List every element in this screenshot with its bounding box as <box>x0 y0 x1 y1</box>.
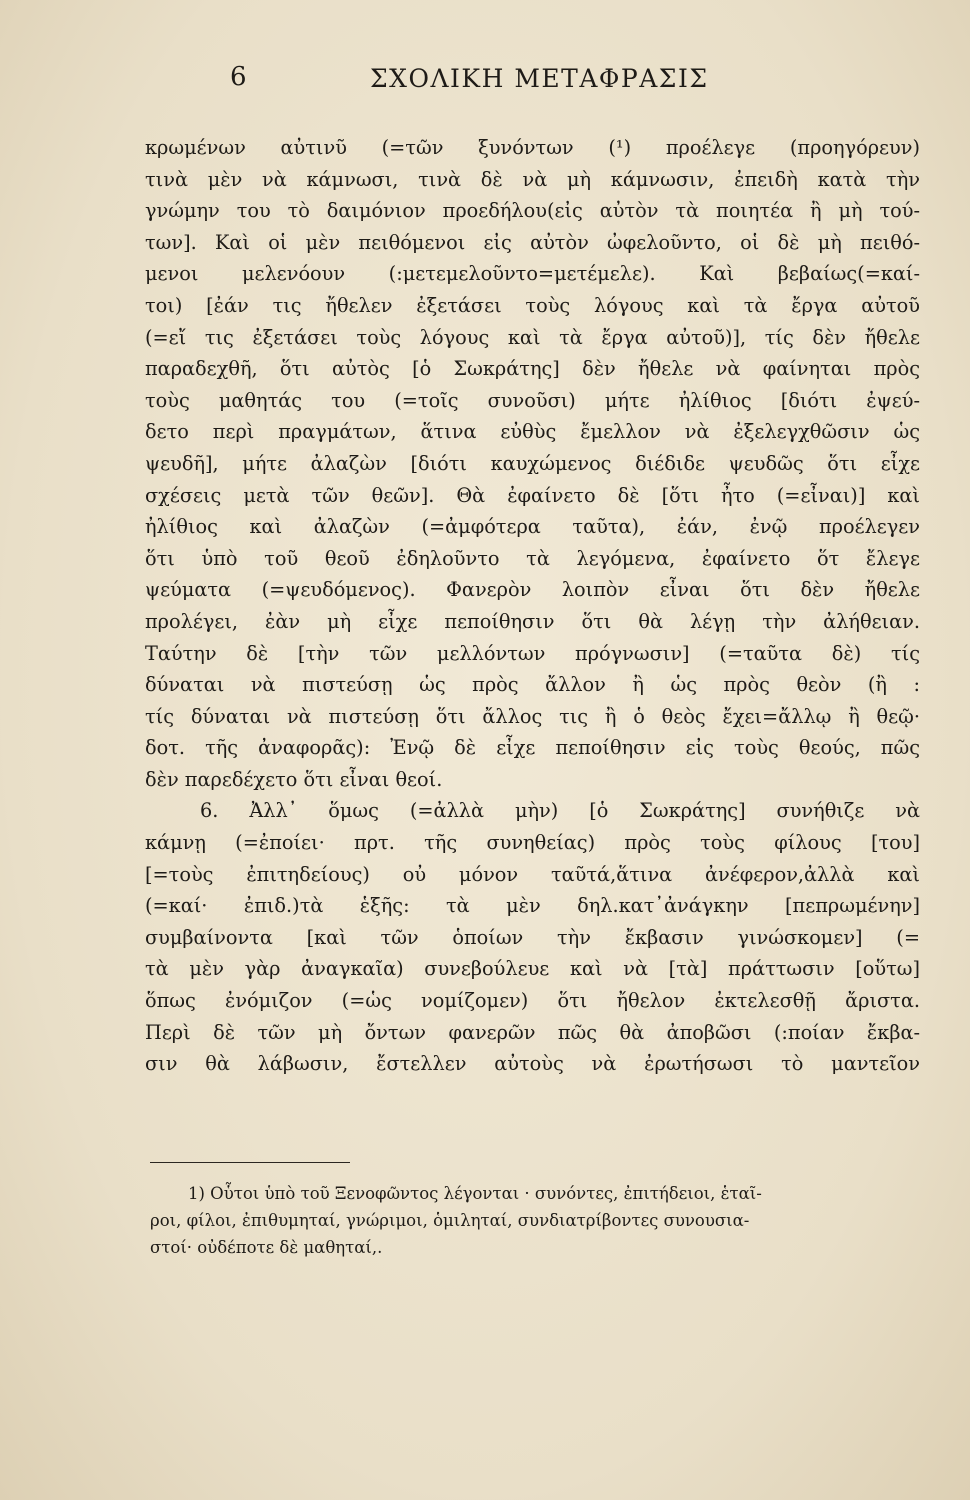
text-line: τινὰ μὲν νὰ κάμνωσι, τινὰ δὲ νὰ μὴ κάμνωσιν, ἐπειδὴ κατὰ τὴν <box>145 167 920 191</box>
text-line: ὅτι ὑπὸ τοῦ θεοῦ ἐδηλοῦντο τὰ λεγόμενα, ἐφαίνετο ὅτ ἔλεγε <box>145 546 920 570</box>
footnote-line: ροι, φίλοι, ἐπιθυμηταί, γνώριμοι, ὁμιληταί, συνδιατρίβοντες συνουσια- <box>150 1211 750 1230</box>
text-line: γνώμην του τὸ δαιμόνιον προεδήλου(εἰς αὐτὸν τὰ ποιητέα ἢ μὴ τού- <box>145 199 920 223</box>
text-line: δύναται νὰ πιστεύσῃ ὡς πρὸς ἄλλον ἢ ὡς πρὸς θεὸν (ἢ : <box>145 673 920 697</box>
text-line: τοὺς μαθητάς του (=τοῖς συνοῦσι) μήτε ἠλίθιος [διότι ἐψεύ- <box>145 388 920 412</box>
text-line: δὲν παρεδέχετο ὅτι εἶναι θεοί. <box>145 767 443 791</box>
text-line: τοι) [ἐάν τις ἤθελεν ἐξετάσει τοὺς λόγους καὶ τὰ ἔργα αὐτοῦ <box>145 293 920 317</box>
main-text <box>145 132 920 1080</box>
footnote <box>150 1180 910 1261</box>
running-title: ΣΧΟΛΙΚΗ ΜΕΤΑΦΡΑΣΙΣ <box>370 64 709 93</box>
text-line: προλέγει, ἐὰν μὴ εἶχε πεποίθησιν ὅτι θὰ λέγῃ τὴν ἀλήθειαν. <box>145 609 920 633</box>
text-line: δετο περὶ πραγμάτων, ἅτινα εὐθὺς ἔμελλον νὰ ἐξελεγχθῶσιν ὡς <box>145 420 920 444</box>
text-line: σιν θὰ λάβωσιν, ἔστελλεν αὐτοὺς νὰ ἐρωτήσωσι τὸ μαντεῖον <box>145 1052 920 1076</box>
text-line: μενοι μελενόουν (:μετεμελοῦντο=μετέμελε). Καὶ βεβαίως(=καί- <box>145 262 920 286</box>
text-line: (=εἴ τις ἐξετάσει τοὺς λόγους καὶ τὰ ἔργα αὐτοῦ)], τίς δὲν ἤθελε <box>145 325 920 349</box>
text-line: κάμνῃ (=ἐποίει· πρτ. τῆς συνηθείας) πρὸς τοὺς φίλους [του] <box>145 831 920 855</box>
text-line: ψευδῆ], μήτε ἀλαζὼν [διότι καυχώμενος διέδιδε ψευδῶς ὅτι εἶχε <box>145 451 920 475</box>
text-line: (=καί· ἐπιδ.)τὰ ἑξῆς: τὰ μὲν δηλ.κατ᾽ἀνάγκην [πεπρωμένην] <box>145 894 920 918</box>
footnote-divider <box>150 1162 350 1163</box>
text-line: παραδεχθῆ, ὅτι αὐτὸς [ὁ Σωκράτης] δὲν ἤθελε νὰ φαίνηται πρὸς <box>145 357 920 381</box>
text-line: ὅπως ἐνόμιζον (=ὡς νομίζομεν) ὅτι ἤθελον ἐκτελεσθῇ ἄριστα. <box>145 989 920 1013</box>
text-line: συμβαίνοντα [καὶ τῶν ὁποίων τὴν ἔκβασιν γινώσκομεν] (= <box>145 925 920 949</box>
text-line: τὰ μὲν γὰρ ἀναγκαῖα) συνεβούλευε καὶ νὰ [τὰ] πράττωσιν [οὕτω] <box>145 957 920 981</box>
text-line: κρωμένων αὐτινῦ (=τῶν ξυνόντων (¹) προέλεγε (προηγόρευν) <box>145 136 920 159</box>
text-line: των]. Καὶ οἱ μὲν πειθόμενοι εἰς αὐτὸν ὠφελοῦντο, οἱ δὲ μὴ πειθό- <box>145 230 920 254</box>
footnote-line: στοί· οὐδέποτε δὲ μαθηταί,. <box>150 1238 383 1257</box>
text-line: [=τοὺς ἐπιτηδείους) οὐ μόνον ταῦτά,ἅτινα ἀνέφερον,ἀλλὰ καὶ <box>145 862 920 886</box>
text-line: δοτ. τῆς ἀναφορᾶς): Ἐνῷ δὲ εἶχε πεποίθησιν εἰς τοὺς θεούς, πῶς <box>145 736 920 760</box>
page-number: 6 <box>230 62 247 92</box>
text-line: τίς δύναται νὰ πιστεύσῃ ὅτι ἄλλος τις ἢ ὁ θεὸς ἔχει=ἄλλῳ ἢ θεῷ· <box>145 704 920 728</box>
text-line: Περὶ δὲ τῶν μὴ ὄντων φανερῶν πῶς θὰ ἀποβῶσι (:ποίαν ἔκβα- <box>145 1020 920 1044</box>
footnote-line: 1) Οὗτοι ὑπὸ τοῦ Ξενοφῶντος λέγονται · συνόντες, ἐπιτήδειοι, ἑταῖ- <box>188 1184 762 1203</box>
text-line: Ταύτην δὲ [τὴν τῶν μελλόντων πρόγνωσιν] (=ταῦτα δὲ) τίς <box>145 641 920 665</box>
text-line: σχέσεις μετὰ τῶν θεῶν]. Θὰ ἐφαίνετο δὲ [ὅτι ἦτο (=εἶναι)] καὶ <box>145 483 920 507</box>
text-line: ψεύματα (=ψευδόμενος). Φανερὸν λοιπὸν εἶναι ὅτι δὲν ἤθελε <box>145 578 920 602</box>
text-line: ἠλίθιος καὶ ἀλαζὼν (=ἀμφότερα ταῦτα), ἐάν, ἐνῷ προέλεγεν <box>145 515 920 539</box>
page-header <box>150 62 910 102</box>
text-line: 6. Ἀλλ᾽ ὅμως (=ἀλλὰ μὴν) [ὁ Σωκράτης] συνήθιζε νὰ <box>200 799 920 823</box>
